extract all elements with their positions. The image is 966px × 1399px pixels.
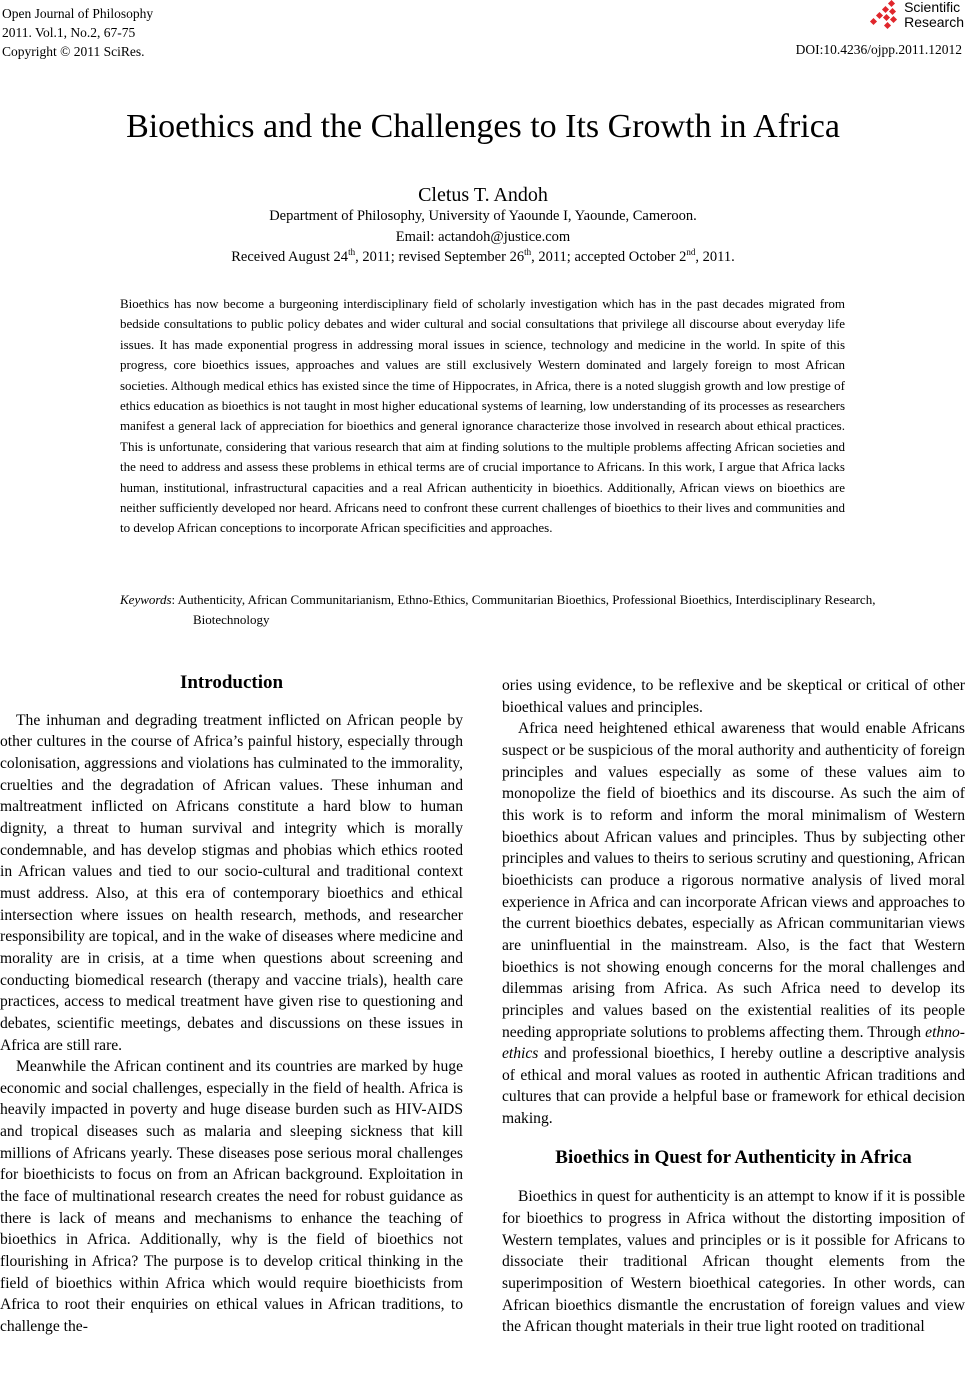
right-column bbox=[502, 675, 965, 1338]
accepted-text: , 2011; accepted October 2 bbox=[531, 249, 687, 265]
author: Cletus T. Andoh bbox=[418, 184, 548, 206]
copyright: Copyright © 2011 SciRes. bbox=[2, 44, 145, 59]
text: Africa need heightened ethical awareness that would enable Africans suspect or be suspicious of the moral authority and authenticity of foreign principles and values especially as some of these values aim to monopolize the field of bioethics and its discourse. As such the aim of this work is to reform and inform the moral minimalism of Western bioethics about African values and principles. Thus by subjecting other principles and values to theirs to serious scrutiny and questioning, African bioethicists can produce a rigorous normative analysis of lived moral experience in Africa and can incorporate African views and approaches to the current bioethics debates, especially as African communitarian views are uninfluential in the mainstream. Also, is the fact that Western bioethics is not showing enough concerns for the moral challenges and dilemmas arising from Africa. As such Africa need to develop its principles and values based on the existential realities of its people needing appropriate solutions to problems affecting them. Through bbox=[502, 720, 965, 1041]
text: and professional bioethics, I hereby outline a descriptive analysis of ethical and moral values as rooted in authentic African traditions and cultures that can provide a helpful base or framework for ethical decision making. bbox=[502, 1045, 965, 1128]
sup: th bbox=[348, 247, 356, 258]
abstract: Bioethics has now become a burgeoning interdisciplinary field of scholarly investigation which has in the past decades migrated from bedside consultations to public policy debates and wider cultural and social consultations that privilege all discourse about everyday life issues. It has made exponential progress in addressing moral issues in science, technology and medicine in the world. In spite of this progress, core bioethics issues, approaches and values are still exclusively Western dominated and largely foreign to most African societies. Although medical ethics has existed since the time of Hippocrates, in Africa, there is a noted sluggish growth and low prestige of ethics education as bioethics is not taught in most higher educational systems of learning, low understanding of its processes as researchers manifest a general lack of appreciation for bioethics and general ignorance characterize those involved in research about ethical practices. This is unfortunate, considering that various research that aim at finding solutions to the multiple problems affecting African societies and the need to address and assess these problems in ethical terms are of crucial importance to Africans. In this work, I argue that Africa lacks human, institutional, infrastructural capacities and a real African authenticity in bioethics. Additionally, African views on bioethics are neither sufficiently developed nor heard. Africans need to confront these current challenges of bioethics to their lives and communities and to develop African conceptions to incorporate African specificities and approaches. bbox=[120, 296, 845, 536]
keywords-text: : Authenticity, African Communitarianism, Ethno-Ethics, Communitarian Bioethics, Professional Bioethics, Interdisciplinary Research, Biotechnology bbox=[171, 592, 876, 627]
scientific-research-logo bbox=[869, 0, 964, 30]
emphasis: ethno-ethics bbox=[502, 1023, 965, 1063]
logo-text-1: Scientific bbox=[904, 0, 961, 15]
sup: nd bbox=[686, 247, 696, 258]
paragraph: Bioethics in quest for authenticity is an attempt to know if it is possible for bioethics to progress in Africa without the distorting imposition of Western templates, values and principles or is it possible for Africans to dissociate their traditional African thought elements from the superimposition of Western bioethical categories. In other words, can African bioethics dismantle the encrustation of foreign values and view the African thought materials in their true light rooted on traditional bbox=[502, 1188, 965, 1336]
paragraph bbox=[502, 718, 965, 1129]
received-dates bbox=[0, 249, 966, 266]
received-text: Received August 24 bbox=[231, 249, 349, 265]
paragraph: ories using evidence, to be reflexive and be skeptical or critical of other bioethical values and principles. bbox=[502, 677, 965, 716]
left-column bbox=[0, 672, 463, 1338]
section-heading-introduction: Introduction bbox=[179, 672, 284, 693]
affiliation: Department of Philosophy, University of Yaounde I, Yaounde, Cameroon. bbox=[269, 208, 697, 224]
keywords-label: Keywords bbox=[120, 592, 172, 607]
journal-volume: 2011. Vol.1, No.2, 67-75 bbox=[2, 25, 136, 40]
year-text: , 2011. bbox=[695, 249, 735, 265]
logo-text-2: Research bbox=[904, 14, 964, 30]
journal-header bbox=[2, 4, 153, 61]
keywords bbox=[120, 590, 918, 630]
email: Email: actandoh@justice.com bbox=[395, 229, 571, 245]
paragraph: The inhuman and degrading treatment inflicted on African people by other cultures in the course of Africa’s painful history, especially through colonisation, aggressions and violations has culminated to the immorality, cruelties and the degradation of African values. These inhuman and maltreatment inflicted on Africans constitute a hard blow to human dignity, a threat to human survival and integrity which is morally condemnable, and has develop stigmas and phobias which ethics rooted in African values and tied to our socio-cultural and traditional context must address. Also, at this era of contemporary bioethics and ethical intersection where issues on health research, methods, and researcher responsibility are topical, and in the wake of diseases where medicine and morality are in crisis, at a time when questions about screening and conducting biomedical research (therapy and vaccine trials), health care practices, access to medical treatment have given rise to questioning and debates, scientific meetings, debates and discussions on these issues in Africa are still rare. bbox=[0, 711, 463, 1054]
paragraph: Meanwhile the African continent and its countries are marked by huge economic and social challenges, especially in the field of health. Africa is heavily impacted in poverty and huge disease burden such as HIV-AIDS and tropical diseases such as malaria and sleeping sickness that kill millions of Africans yearly. These diseases pose serious moral challenges for bioethicists to focus on from an African background. Exploitation in the face of multinational research creates the need for robust guidance as there is lack of means and mechanisms to enhance the teaching of bioethics in Africa. Additionally, why is the field of bioethics not flourishing in Africa? The purpose is to develop critical thinking in the field of bioethics within Africa which would require bioethicists from Africa to root their enquiries on ethical values in African traditions, to challenge the- bbox=[0, 1058, 463, 1336]
revised-text: , 2011; revised September 26 bbox=[355, 249, 525, 265]
diamond-logo-icon bbox=[869, 0, 901, 30]
sup: th bbox=[524, 247, 532, 258]
paper-title: Bioethics and the Challenges to Its Growth in Africa bbox=[126, 108, 840, 145]
doi: DOI:10.4236/ojpp.2011.12012 bbox=[795, 42, 962, 57]
journal-name: Open Journal of Philosophy bbox=[2, 6, 154, 21]
section-heading-authenticity: Bioethics in Quest for Authenticity in Africa bbox=[555, 1146, 912, 1168]
